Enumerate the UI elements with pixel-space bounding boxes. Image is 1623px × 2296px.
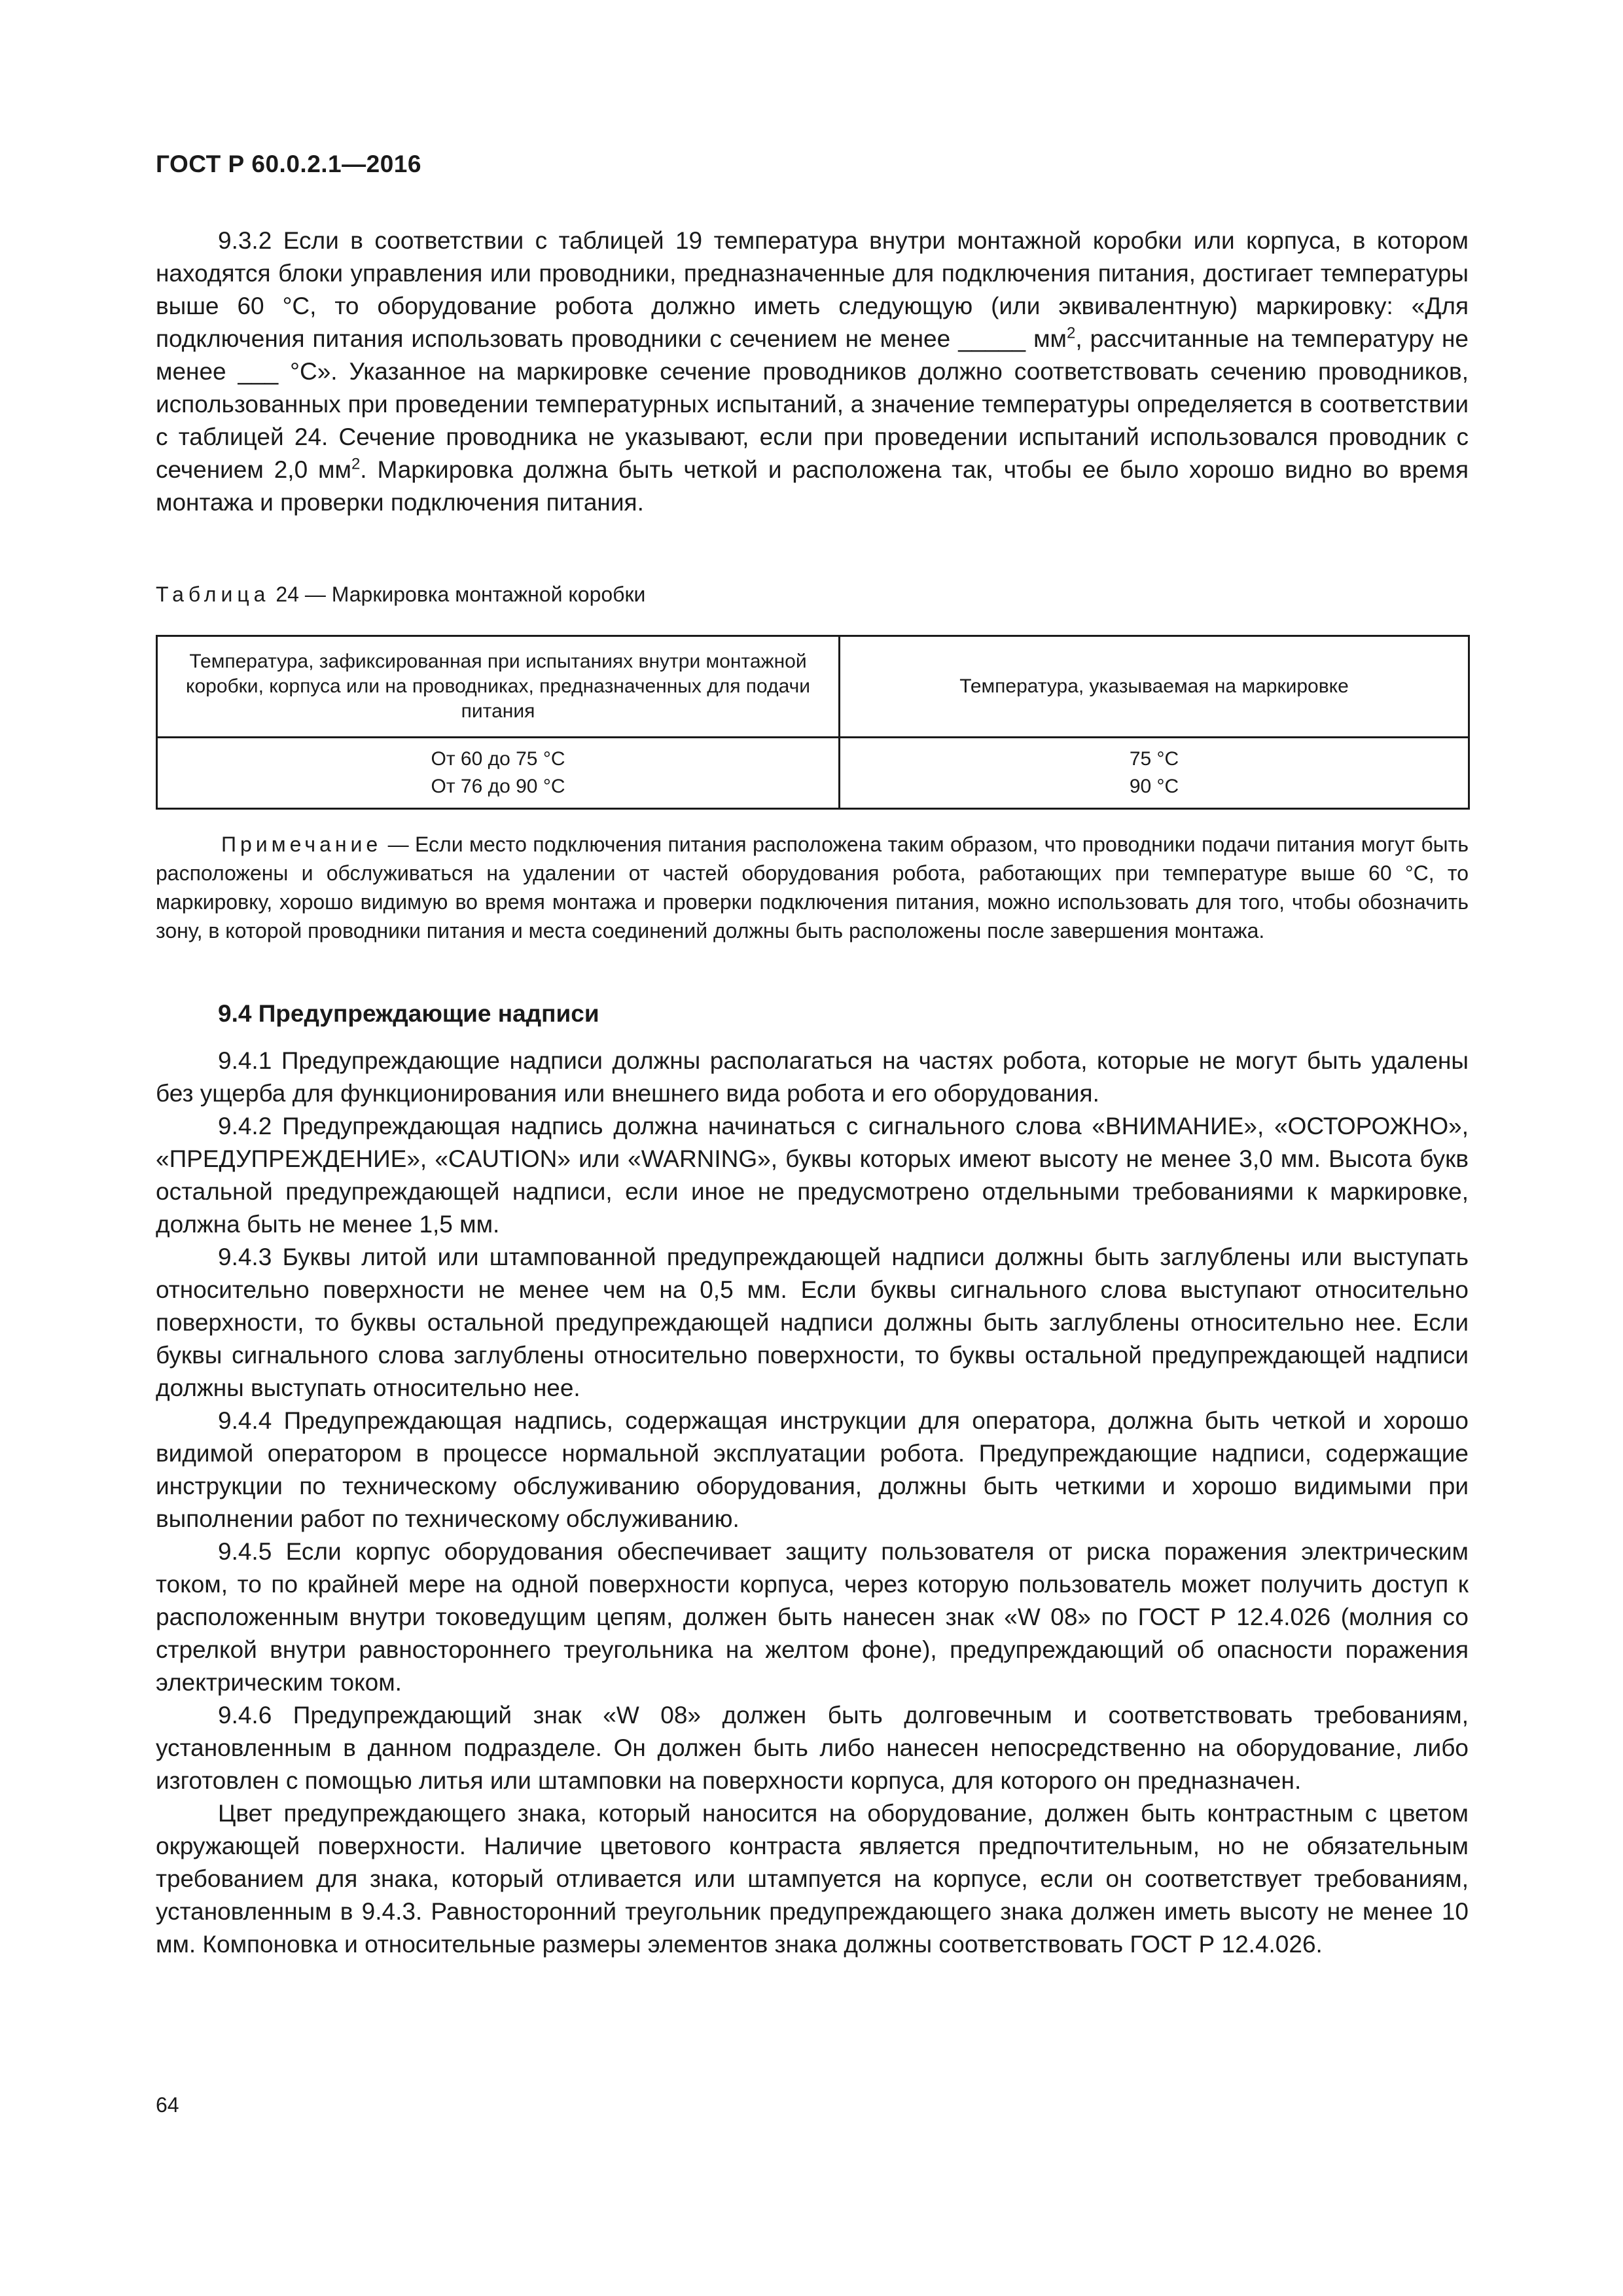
table-header-row: [157, 636, 1469, 738]
text-run: мм: [1026, 325, 1067, 352]
paragraph: 9.4.2 Предупреждающая надпись должна начинаться с сигнального слова «ВНИМАНИЕ», «ОСТОРОЖНО», «ПРЕДУПРЕЖДЕНИЕ», «CAUTION» или «WARNING», буквы которых имеют высоту не менее 3,0 мм. Высота букв остальной предупреждающей надписи, если иное не предусмотрено отдельными требованиями к маркировке, должна быть не менее 1,5 мм.: [156, 1113, 1469, 1238]
section-9-4-body: [156, 1045, 1469, 1961]
caption-title: 24 — Маркировка монтажной коробки: [270, 583, 646, 606]
paragraph-text: [156, 224, 1469, 519]
page-number: 64: [156, 2093, 179, 2117]
fill-in-blank: ___: [238, 358, 279, 385]
table-cell: [157, 738, 840, 809]
table-24: [156, 635, 1470, 810]
document-header: ГОСТ Р 60.0.2.1—2016: [156, 151, 421, 177]
table-caption: [156, 583, 645, 607]
note-body: — Если место подключения питания расположена таким образом, что проводники подачи питания могут быть расположены и обслуживаться на удалении от частей оборудования робота, работающих при температуре выше 60 °С, то маркировку, хорошо видимую во время монтажа и проверки подключения питания, можно использовать для того, чтобы обозначить зону, в которой проводники питания и места соединений должны быть расположены после завершения монтажа.: [156, 833, 1469, 942]
paragraph-9-3-2: [156, 224, 1469, 519]
column-header: Температура, указываемая на маркировке: [840, 636, 1469, 738]
table-note: [156, 830, 1469, 945]
text-run: °С». Указанное на маркировке сечение проводников должно соответствовать сечению проводников, использованных при проведении температурных испытаний, а значение температуры определяется в соответствии с таблицей 24. Сечение проводника не указывают, если при проведении испытаний использовался проводник с сечением 2,0 мм: [156, 358, 1469, 483]
paragraph: 9.4.3 Буквы литой или штампованной предупреждающей надписи должны быть заглублены или выступать относительно поверхности не менее чем на 0,5 мм. Если буквы сигнального слова выступают относительно поверхности, то буквы остальной предупреждающей надписи должны быть заглублены относительно нее. Если буквы сигнального слова заглублены относительно поверхности, то буквы остальной предупреждающей надписи должны выступать относительно нее.: [156, 1244, 1469, 1401]
note-text: [156, 830, 1469, 945]
column-header: Температура, зафиксированная при испытаниях внутри монтажной коробки, корпуса или на проводниках, предназначенных для подачи питания: [157, 636, 840, 738]
paragraph: Цвет предупреждающего знака, который наносится на оборудование, должен быть контрастным с цветом окружающей поверхности. Наличие цветового контраста является предпочтительным, но не обязательным требованием для знака, который отливается или штампуется на корпусе, если он соответствует требованиям, установленным в 9.4.3. Равносторонний треугольник предупреждающего знака должен иметь высоту не менее 10 мм. Компоновка и относительные размеры элементов знака должны соответствовать ГОСТ Р 12.4.026.: [156, 1800, 1469, 1958]
superscript: 2: [351, 455, 361, 473]
text-run: . Маркировка должна быть четкой и расположена так, чтобы ее было хорошо видно во время монтажа и проверки подключения питания.: [156, 456, 1469, 516]
text-run: , рассчитанные на температуру не менее: [156, 325, 1469, 385]
section-heading: 9.4 Предупреждающие надписи: [218, 1000, 599, 1027]
fill-in-blank: _____: [958, 325, 1026, 352]
text-run: 9.3.2 Если в соответствии с таблицей 19 температура внутри монтажной коробки или корпуса, в котором находятся блоки управления или проводники, предназначенные для подключения питания, достигает температуры выше 60 °С, то оборудование робота должно иметь следующую (или эквивалентную) маркировку: «Для подключения питания использовать проводники с сечением не менее: [156, 227, 1469, 352]
cell-line: От 60 до 75 °С: [431, 748, 565, 770]
table-cell: [840, 738, 1469, 809]
caption-label: Таблица: [156, 583, 270, 606]
table-row: [157, 738, 1469, 809]
paragraph: 9.4.4 Предупреждающая надпись, содержащая инструкции для оператора, должна быть четкой и хорошо видимой оператором в процессе нормальной эксплуатации робота. Предупреждающие надписи, содержащие инструкции по техническому обслуживанию оборудования, должны быть четкими и хорошо видимыми при выполнении работ по техническому обслуживанию.: [156, 1407, 1469, 1532]
cell-line: От 76 до 90 °С: [431, 776, 565, 797]
paragraph: 9.4.6 Предупреждающий знак «W 08» должен быть долговечным и соответствовать требованиям, установленным в данном подразделе. Он должен быть либо нанесен непосредственно на оборудование, либо изготовлен с помощью литья или штамповки на поверхности корпуса, для которого он предназначен.: [156, 1702, 1469, 1794]
paragraph: 9.4.5 Если корпус оборудования обеспечивает защиту пользователя от риска поражения электрическим током, то по крайней мере на одной поверхности корпуса, через которую пользователь может получить доступ к расположенным внутри токоведущим цепям, должен быть нанесен знак «W 08» по ГОСТ Р 12.4.026 (молния со стрелкой внутри равностороннего треугольника на желтом фоне), предупреждающий об опасности поражения электрическим током.: [156, 1538, 1469, 1696]
cell-line: 75 °С: [1129, 748, 1179, 770]
note-label: Примечание: [221, 833, 382, 856]
superscript: 2: [1066, 324, 1076, 342]
paragraph: 9.4.1 Предупреждающие надписи должны располагаться на частях робота, которые не могут быть удалены без ущерба для функционирования или внешнего вида робота и его оборудования.: [156, 1047, 1469, 1107]
cell-line: 90 °С: [1129, 776, 1179, 797]
